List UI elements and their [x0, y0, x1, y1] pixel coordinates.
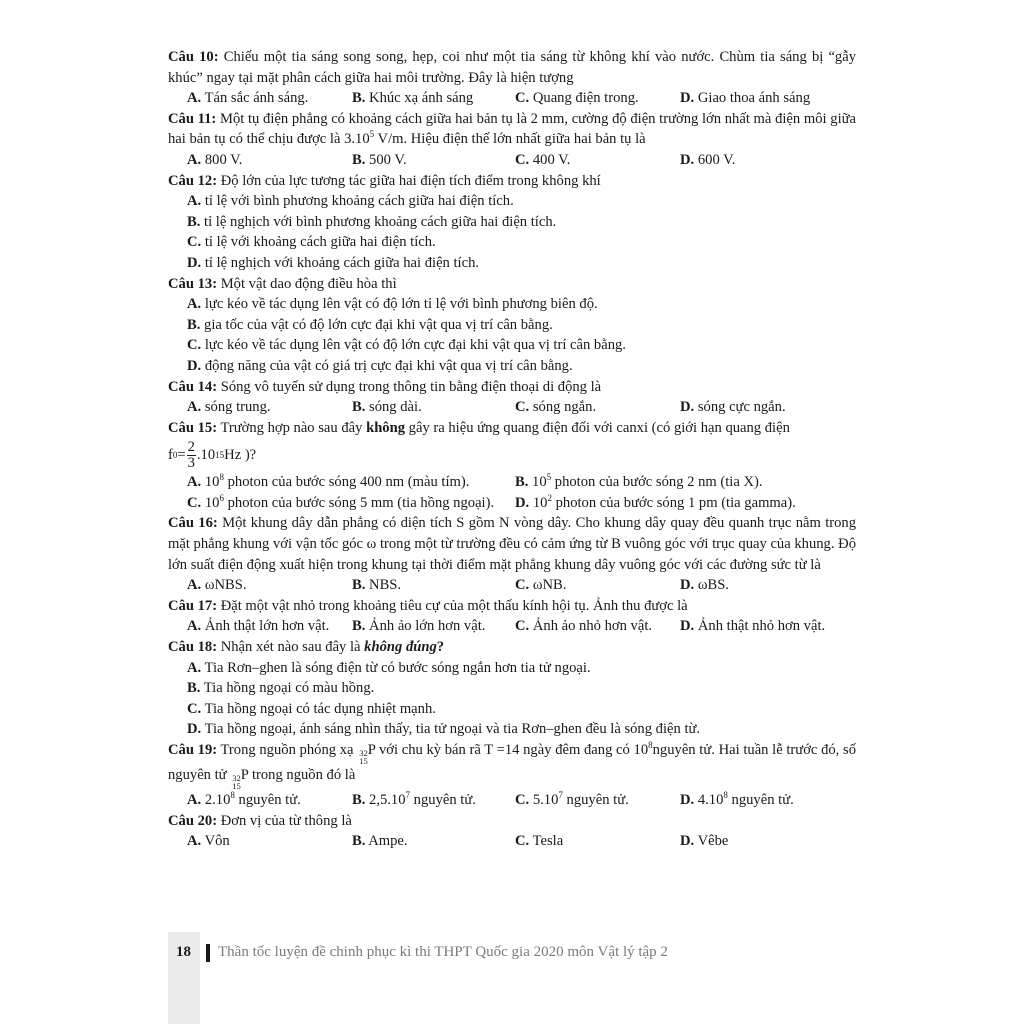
option-b: B. Khúc xạ ánh sáng [352, 90, 474, 107]
question-label: Câu 12: [168, 172, 218, 189]
page-number: 18 [176, 944, 191, 960]
option-b: B. Ampe. [352, 833, 408, 850]
question-stem: Trường hợp nào sau đây [217, 419, 367, 436]
option-a: A. tỉ lệ với bình phương khoảng cách giữa hai điện tích. [187, 193, 514, 210]
question-list [168, 47, 856, 852]
option-c: C. 5.10$^7$ nguyên tử. [515, 790, 629, 808]
options-row [168, 790, 856, 811]
footer-divider-bar [206, 944, 210, 962]
option-c: C. ωNB. [515, 577, 567, 594]
option-c: C. lực kéo về tác dụng lên vật có độ lớn cực đại khi vật qua vị trí cân bằng. [187, 337, 626, 354]
question-label: Câu 17: [168, 597, 218, 614]
footer-book-title: Thần tốc luyện đề chinh phục kì thi THPT Quốc gia 2020 môn Vật lý tập 2 [218, 944, 668, 960]
question-stem: Một tụ điện phẳng có khoảng cách giữa hai bản tụ là 2 mm, cường độ điện trường lớn nhất mà điện môi giữa hai bản tụ có thể chịu được là 3.10 [168, 110, 857, 148]
question-label: Câu 19: [168, 742, 218, 758]
option-c: C. $10^6$ photon của bước sóng 5 mm (tia hồng ngoại). [187, 492, 495, 511]
option-c: C. 400 V. [515, 151, 571, 168]
question-label: Câu 14: [168, 378, 218, 395]
option-b: B. gia tốc của vật có độ lớn cực đại khi vật qua vị trí cân bằng. [187, 316, 553, 333]
option-a: A. $10^8$ photon của bước sóng 400 nm (màu tím). [187, 472, 470, 491]
question-label: Câu 13: [168, 275, 218, 292]
question-label: Câu 11: [168, 110, 217, 127]
question-18: Câu 18: Nhận xét nào sau đây là không đúng? [168, 639, 445, 656]
option-d: D. ωBS. [680, 577, 729, 594]
formula: f 0 = $\frac{2}{3}$ .10 15 Hz )? [168, 438, 257, 471]
option-a: A. 2.10$^8$ nguyên tử. [187, 790, 301, 808]
superscript: 5 [369, 129, 375, 140]
option-c: C. Tia hồng ngoại có tác dụng nhiệt mạnh. [187, 700, 436, 717]
option-a: A. Vôn [187, 833, 230, 850]
option-d: D. Giao thoa ánh sáng [680, 90, 811, 107]
question-stem: V/m. Hiệu điện thế lớn nhất giữa hai bản tụ là [374, 131, 646, 148]
question-11 [168, 109, 856, 150]
option-a: A. Tia Rơn–ghen là sóng điện từ có bước sóng ngắn hơn tia tử ngoại. [187, 659, 591, 676]
option-b: B. 500 V. [352, 151, 407, 168]
option-d: D. Tia hồng ngoại, ánh sáng nhìn thấy, tia tử ngoại và tia Rơn–ghen đều là sóng điện từ. [187, 721, 701, 738]
question-label: Câu 10: [168, 49, 219, 65]
options-row [168, 831, 856, 852]
question-label: Câu 18: [168, 639, 218, 656]
option-c: C. sóng ngắn. [515, 399, 597, 416]
option-d: D. $10^2$ photon của bước sóng 1 pm (tia gamma). [515, 492, 796, 511]
question-17 [168, 596, 856, 617]
options-row [168, 493, 856, 514]
emphasis: không [366, 419, 406, 436]
options-row [168, 397, 856, 418]
option-a: A. Tán sắc ánh sáng. [187, 90, 309, 107]
question-stem: Nhận xét nào sau đây là [217, 639, 365, 656]
option-d: D. sóng cực ngắn. [680, 399, 786, 416]
option-c: C. Ảnh ảo nhỏ hơn vật. [515, 618, 653, 635]
question-label: Câu 15: [168, 419, 218, 436]
isotope: 32 15 [359, 748, 368, 766]
question-label: Câu 20: [168, 812, 218, 829]
question-14 [168, 377, 856, 398]
option-b: B. sóng dài. [352, 399, 422, 416]
question-15 [168, 418, 856, 439]
question-16 [168, 513, 856, 575]
question-19: Câu 19: Trong nguồn phóng xạ 32 15 P với chu kỳ bán rã T =14 ngày đêm đang có $10^8nguyên$ tử. Hai tuần lễ trước đó, số nguyên tử 32 15 P trong nguồn đó là [168, 740, 856, 791]
option-c: C. Quang điện trong. [515, 90, 639, 107]
option-a: A. sóng trung. [187, 399, 271, 416]
option-d: D. Ảnh thật nhỏ hơn vật. [680, 618, 826, 635]
option-a: A. 800 V. [187, 151, 243, 168]
options-row [168, 575, 856, 596]
question-stem: Độ lớn của lực tương tác giữa hai điện tích điểm trong không khí [217, 172, 601, 189]
option-a: A. Ảnh thật lớn hơn vật. [187, 618, 330, 635]
option-b: B. Ảnh ảo lớn hơn vật. [352, 618, 486, 635]
question-stem: Một khung dây dẫn phẳng có diện tích S gồm N vòng dây. Cho khung dây quay đều quanh trục nằm trong mặt phẳng khung với vận tốc góc ω trong một từ trường đều có cảm ứng từ B vuông góc với trục quay của khung. Độ lớn suất điện động xuất hiện trong khung tại thời điểm mặt phẳng khung dây vuông góc với các đường sức từ là [168, 515, 856, 573]
option-b: B. $10^5$ photon của bước sóng 2 nm (tia X). [515, 472, 763, 491]
options-row [168, 88, 856, 109]
question-12 [168, 171, 856, 192]
option-c: C. Tesla [515, 833, 564, 850]
option-d: D. động năng của vật có giá trị cực đại khi vật qua vị trí cân bằng. [187, 357, 573, 374]
options-row [168, 150, 856, 171]
emphasis: không đúng [364, 639, 437, 656]
option-a: A. ωNBS. [187, 577, 247, 594]
options-row [168, 472, 856, 493]
fraction: $\frac{2}{3}$ [187, 438, 195, 471]
option-a: A. lực kéo về tác dụng lên vật có độ lớn tỉ lệ với bình phương biên độ. [187, 296, 598, 313]
option-d: D. 600 V. [680, 151, 736, 168]
question-10 [168, 47, 856, 88]
option-d: D. Vêbe [680, 833, 729, 850]
option-c: C. tỉ lệ với khoảng cách giữa hai điện tích. [187, 234, 436, 251]
option-b: B. 2,5.10$^7$ nguyên tử. [352, 790, 476, 808]
option-d: D. 4.10$^8$ nguyên tử. [680, 790, 794, 808]
question-stem: Một vật dao động điều hòa thì [217, 275, 397, 292]
isotope: 32 15 [232, 773, 241, 791]
option-d: D. tỉ lệ nghịch với khoảng cách giữa hai điện tích. [187, 254, 480, 271]
question-label: Câu 16: [168, 515, 218, 532]
question-stem: Chiếu một tia sáng song song, hẹp, coi như một tia sáng từ không khí vào nước. Chùm tia sáng bị “gẫy khúc” ngay tại mặt phân cách giữa hai môi trường. Đây là hiện tượng [168, 49, 856, 86]
question-13 [168, 274, 856, 295]
question-stem: Sóng vô tuyến sử dụng trong thông tin bằng điện thoại di động là [217, 378, 602, 395]
question-stem: Đặt một vật nhỏ trong khoảng tiêu cự của một thấu kính hội tụ. Ảnh thu được là [217, 597, 688, 614]
option-b: B. NBS. [352, 577, 402, 594]
option-b: B. Tia hồng ngoại có màu hồng. [187, 680, 375, 697]
question-stem: gây ra hiệu ứng quang điện đối với canxi (có giới hạn quang điện [405, 419, 790, 436]
question-stem: Trong nguồn phóng xạ [217, 742, 358, 758]
options-row [168, 616, 856, 637]
option-b: B. tỉ lệ nghịch với bình phương khoảng cách giữa hai điện tích. [187, 213, 557, 230]
question-stem: Đơn vị của từ thông là [217, 812, 352, 829]
question-20 [168, 811, 856, 832]
